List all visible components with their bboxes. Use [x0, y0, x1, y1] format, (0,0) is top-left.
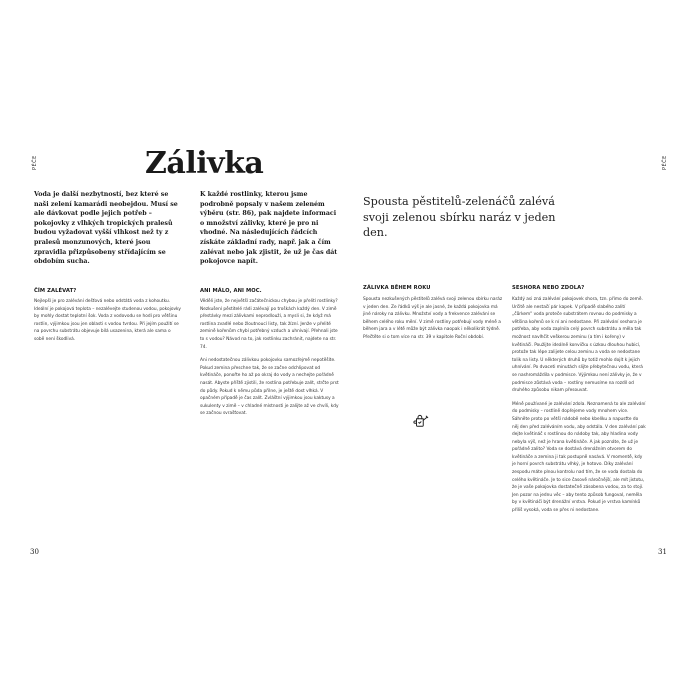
lead-paragraph-left: Voda je další nezbytností, bez které se naši zelení kamarádi neobejdou. Musí se ale dávkovat podle jejich potřeb – pokojovky z vlhkých tropických pralesů budou vyžadovat vyšší vlhkost než ty z pralesů monzunových, které jsou zpravidla přizpůsobeny střídajícím se obdobím sucha.	[34, 191, 178, 266]
section-heading-zalivka-behem-roku: ZÁLIVKA BĚHEM ROKU	[363, 285, 431, 291]
section-body-zalivka-behem-roku	[363, 296, 503, 348]
pull-quote: Spousta pěstitelů-zelenáčů zalévá svoji zelenou sbírku naráz v jeden den.	[363, 195, 556, 239]
paragraph: Každý asi zná zalévání pokojovek shora, tzn. přímo do země. Určitě ale nestačí pár kapek. V případě slabého zalití „čůrkem" voda proteče substrátem rovnou do podmisky a většina kořenů se k ní ani nedostane. Při zalévání seshora je potřeba, aby voda zaplnila celý povrch substrátu a měla tak možnost navlhčit veškerou zeminu (a tím i kořeny) v květináči. Použijte ideálně konvičku s úzkou dlouhou hubicí, protože tak lépe zalijete celou zeminu a voda se nedostane tolik na listy. U některých druhů by totiž mohlo dojít k jejich uhnívání. Po dvaceti minutách slijte přebytečnou vodu, která se nashromáždila v podmisce. Výjimkou není zálivky je, že v podmisce zůstává voda – rostliny nemusíme na rozdíl od druhého způsobu nikam přesouvat.	[512, 297, 643, 394]
paragraph: Méně používané je zalévání zdola. Neznamená to ale zalévání do podmisky – rostlině dopřejeme vody mnohem více. Sáhněte proto po větší nádobě nebo kbelíku a napusťte do něj den před zaléváním vodu, aby odstála. V den zalévání pak dejte květináč s rostlinou do nádoby tak, aby hladina vody nebyla výš, než je hrana květináče. A jak poznáte, že už je pořádně zalito? Voda se dostává drenážním otvorem do květináče a zemina ji tak postupně nasává. V momentě, kdy je horní povrch substrátu vlhký, je hotovo. Díky zalévání zespodu máte plnou kontrolu nad tím, že se voda dostala do celého květináče. Je to sice časově náročnější, ale mít jistotu, že je vaše pokojovka dostatečně zásobena vodou, za to stojí. Jen pozor na jednu věc – aby tento způsob fungoval, neměla by v květináči být drenážní vrstva. Pokud je vrstva kamínků příliš vysoká, voda se přes ni nedostane.	[512, 401, 646, 514]
lead-paragraph-right: K každé rostlinky, kterou jsme podrobně popsaly v našem zeleném výběru (str. 86), pak najdete informaci o množství zálivky, které je pro ni vhodné. Na následujících řádcích získáte základní rady, např. jak a čím zalévat nebo jak zjistit, že už je čas dát pokojovce napít.	[200, 191, 338, 266]
section-body-seshora-nebo-zdola	[512, 296, 646, 521]
paragraph: Nejlepší je pro zalévání dešťová nebo odstátá voda z kohoutku. Ideální je pokojová teplota – nezalévejte studenou vodou, pokojovky by mohly dostat teplotní šok. Voda z vodovodu se hodí pro většinu rostlin, výjimkou jsou jen oblasti s vodou tvrdou. Při jejím použití se na povrchu substrátu objevuje bílá usazenina, která ale sama o sobě není škodlivá.	[34, 299, 181, 342]
paragraph: Ani nedostatečnou zálivkou pokojovku samozřejmě nepotěšíte. Pokud zemina přeschne tak, že se začne odchlipovat od květináče, ponořte ho až po okraj do vody a nechejte pořádně nasát. Abyste příště zjistili, že rostlina potřebuje zalít, strčte prst do půdy. Pokud k němu půda přilne, je ještě dost vlhká. V opačném případě je čas zalít. Zvláštní výjimkou jsou kaktusy a sukulenty v zimě – v chladné místnosti je zalijte až ve chvíli, kdy se začnou svrašťovat.	[200, 358, 339, 417]
paragraph: Spousta nezkušených pěstitelů zalévá svoji zelenou sbírku naráz v jeden den. Ze řádků výš je ale jasné, že každá pokojovka má jiné nároky na zálivku. Množství vody a frekvence zalévání se během celého roku mění. V zimě rostliny potřebují vody méně a během jara a v létě může být zálivka naopak i několikrát týdně. Přečtěte si o tom více na str. 39 v kapitole Roční období.	[363, 297, 503, 340]
left-side-label: PÉČE	[32, 155, 38, 170]
section-body-cim-zalevat	[34, 298, 182, 350]
section-heading-ani-malo: ANI MÁLO, ANI MOC.	[200, 288, 262, 294]
watering-can-icon	[412, 412, 430, 430]
page-number-left: 30	[30, 548, 39, 556]
page-title: Zálivka	[145, 146, 264, 181]
page-number-right: 31	[658, 548, 667, 556]
section-body-ani-malo	[200, 298, 342, 424]
section-heading-cim-zalevat: ČÍM ZALÉVAT?	[34, 288, 77, 294]
section-heading-seshora-nebo-zdola: SESHORA NEBO ZDOLA?	[512, 285, 585, 291]
right-side-label: PÉČE	[662, 155, 668, 170]
paragraph: Věděli jste, že největší začátečnickou chybou je přelití rostlinky? Nezkušení pěstitelé rádi zalévají po troškách každý den. V zimě přestávky mezi zálivkami neprodlouží, a mysli si, že když má rostlina zvadlé nebo žloutnoucí listy, tak žízní. Jenže v přelité zemině kořenům chybí potřebný vzduch a uhnívají. Přehnali jste to s vodou? Návod na to, jak rostlinku zachránit, najdete na str. 74.	[200, 299, 338, 350]
